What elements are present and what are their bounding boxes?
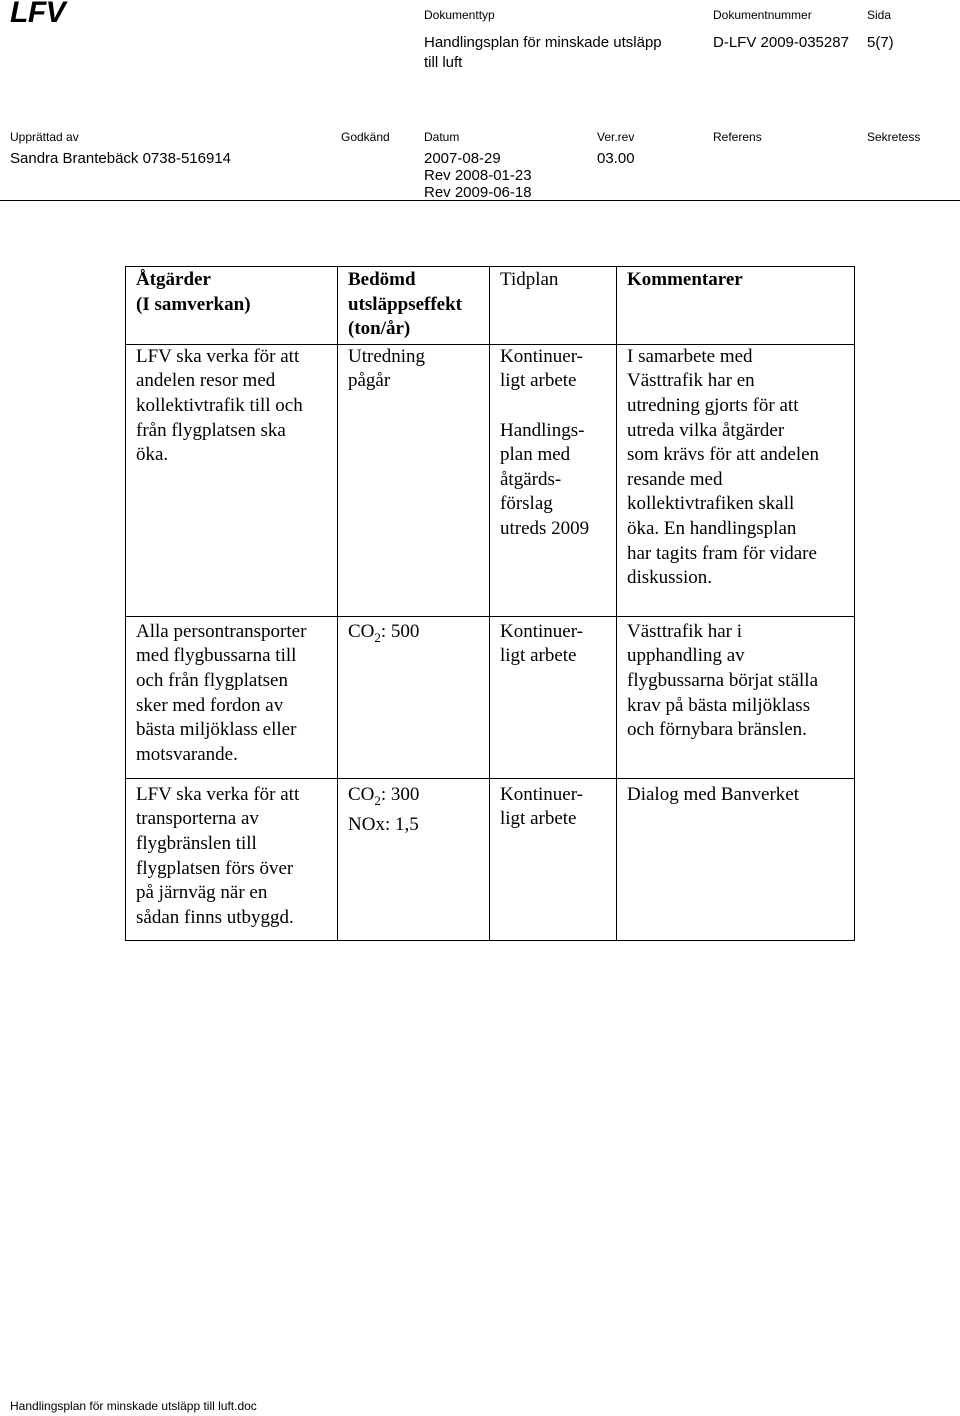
schedule-cell: Kontinuer- ligt arbete bbox=[490, 616, 617, 778]
prepared-by: Sandra Brantebäck 0738-516914 bbox=[10, 150, 232, 167]
date-label: Datum bbox=[424, 130, 460, 144]
header-actions: Åtgärder (I samverkan) bbox=[126, 267, 338, 345]
version: 03.00 bbox=[597, 150, 635, 167]
table-header-row bbox=[126, 267, 855, 345]
date-rev-1: Rev 2008-01-23 bbox=[424, 167, 532, 184]
header-divider bbox=[0, 200, 960, 201]
prepared-by-label: Upprättad av bbox=[10, 130, 79, 144]
reference-label: Referens bbox=[713, 130, 762, 144]
effect-cell: $CO_2$: 500 bbox=[338, 616, 490, 778]
table-row bbox=[126, 616, 855, 778]
date-rev-2: Rev 2009-06-18 bbox=[424, 184, 532, 201]
header-effect: Bedömd utsläppseffekt (ton/år) bbox=[338, 267, 490, 345]
comment-cell: Västtrafik har i upphandling av flygbussarna börjat ställa krav på bästa miljöklass och förnybara bränslen. bbox=[617, 616, 855, 778]
lfv-logo: LFV bbox=[10, 0, 66, 29]
date-original: 2007-08-29 bbox=[424, 150, 501, 167]
comment-cell: Dialog med Banverket bbox=[617, 778, 855, 940]
secrecy-label: Sekretess bbox=[867, 130, 921, 144]
comment-cell: I samarbete med Västtrafik har en utredning gjorts för att utreda vilka åtgärder som krävs för att andelen resande med kollektivtrafiken skall öka. En handlingsplan har tagits fram för vidare diskussion. bbox=[617, 344, 855, 616]
doc-type-label: Dokumenttyp bbox=[424, 8, 495, 22]
schedule-cell: Kontinuer- ligt arbete bbox=[490, 778, 617, 940]
action-cell: Alla persontransporter med flygbussarna till och från flygplatsen sker med fordon av bästa miljöklass eller motsvarande. bbox=[126, 616, 338, 778]
action-cell: LFV ska verka för att transporterna av flygbränslen till flygplatsen förs över på järnväg när en sådan finns utbyggd. bbox=[126, 778, 338, 940]
actions-table bbox=[125, 266, 855, 941]
page-label: Sida bbox=[867, 8, 892, 22]
doc-number: D-LFV 2009-035287 bbox=[713, 34, 849, 51]
table-row bbox=[126, 344, 855, 616]
doc-type-line-1: Handlingsplan för minskade utsläpp bbox=[424, 34, 662, 51]
version-label: Ver.rev bbox=[597, 130, 635, 144]
effect-cell: $CO_2$: 300 NOx: 1,5 bbox=[338, 778, 490, 940]
effect-cell: Utredning pågår bbox=[338, 344, 490, 616]
table-row bbox=[126, 778, 855, 940]
footer-filename: Handlingsplan för minskade utsläpp till luft.doc bbox=[10, 1399, 257, 1413]
doc-number-label: Dokumentnummer bbox=[713, 8, 812, 22]
header-schedule: Tidplan bbox=[490, 267, 617, 345]
page-number: 5(7) bbox=[867, 34, 894, 51]
doc-type-line-2: till luft bbox=[424, 54, 463, 71]
schedule-cell: Kontinuer- ligt arbete Handlings- plan med åtgärds- förslag utreds 2009 bbox=[490, 344, 617, 616]
action-cell: LFV ska verka för att andelen resor med kollektivtrafik till och från flygplatsen ska öka. bbox=[126, 344, 338, 616]
approved-label: Godkänd bbox=[341, 130, 390, 144]
header-comments: Kommentarer bbox=[617, 267, 855, 345]
